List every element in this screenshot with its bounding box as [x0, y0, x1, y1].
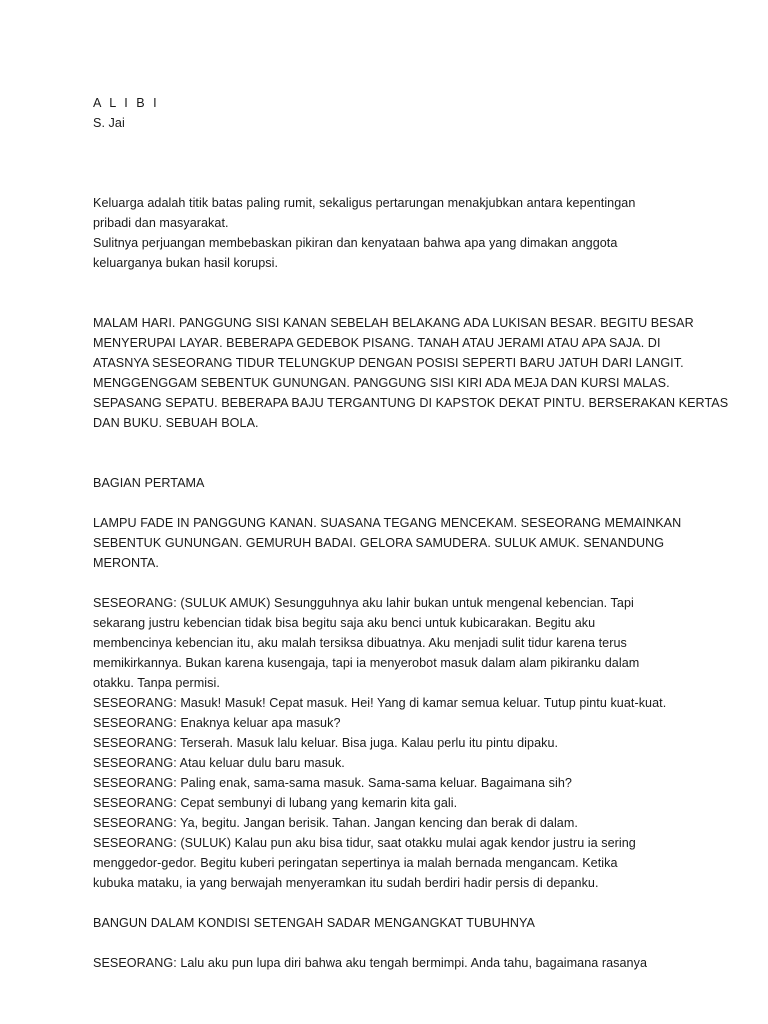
document-author: S. Jai: [93, 116, 125, 130]
dialogue-line: SESEORANG: Masuk! Masuk! Cepat masuk. Hei! Yang di kamar semua keluar. Tutup pintu kuat-kuat.: [93, 696, 667, 710]
dialogue-line: otakku. Tanpa permisi.: [93, 676, 220, 690]
stage-direction-line: MERONTA.: [93, 556, 159, 570]
intro-paragraph: [93, 193, 683, 273]
dialogue-line: membencinya kebencian itu, aku malah tersiksa dibuatnya. Aku menjadi sulit tidur karena terus: [93, 636, 627, 650]
dialogue-line: kubuka mataku, ia yang berwajah menyeramkan itu sudah berdiri hadir persis di depanku.: [93, 876, 599, 890]
dialogue-line: memikirkannya. Bukan karena kusengaja, tapi ia menyerobot masuk dalam alam pikiranku dalam: [93, 656, 640, 670]
dialogue-line: SESEORANG: (SULUK AMUK) Sesungguhnya aku lahir bukan untuk mengenal kebencian. Tapi: [93, 596, 634, 610]
dialogue-line: SESEORANG: Ya, begitu. Jangan berisik. Tahan. Jangan kencing dan berak di dalam.: [93, 816, 578, 830]
dialogue-line: SESEORANG: Terserah. Masuk lalu keluar. Bisa juga. Kalau perlu itu pintu dipaku.: [93, 736, 559, 750]
intro-line: Keluarga adalah titik batas paling rumit, sekaligus pertarungan menakjubkan antara kepentingan: [93, 196, 636, 210]
stage-direction-line: BANGUN DALAM KONDISI SETENGAH SADAR MENGANGKAT TUBUHNYA: [93, 916, 535, 930]
setting-line: DAN BUKU. SEBUAH BOLA.: [93, 416, 259, 430]
dialogue-block: [93, 593, 683, 893]
dialogue-line: SESEORANG: (SULUK) Kalau pun aku bisa tidur, saat otakku mulai agak kendor justru ia sering: [93, 836, 636, 850]
setting-line: SEPASANG SEPATU. BEBERAPA BAJU TERGANTUNG DI KAPSTOK DEKAT PINTU. BERSERAKAN KERTAS: [93, 396, 729, 410]
dialogue-line: SESEORANG: Atau keluar dulu baru masuk.: [93, 756, 345, 770]
intro-line: Sulitnya perjuangan membebaskan pikiran dan kenyataan bahwa apa yang dimakan anggota: [93, 236, 618, 250]
document-body: [93, 93, 729, 973]
dialogue-line: SESEORANG: Lalu aku pun lupa diri bahwa aku tengah bermimpi. Anda tahu, bagaimana rasanya: [93, 956, 648, 970]
dialogue-line: SESEORANG: Paling enak, sama-sama masuk. Sama-sama keluar. Bagaimana sih?: [93, 776, 572, 790]
intro-line: pribadi dan masyarakat.: [93, 216, 229, 230]
setting-line: MENYERUPAI LAYAR. BEBERAPA GEDEBOK PISANG. TANAH ATAU JERAMI ATAU APA SAJA. DI: [93, 336, 661, 350]
dialogue-line: sekarang justru kebencian tidak bisa begitu saja aku benci untuk kubicarakan. Begitu aku: [93, 616, 596, 630]
stage-direction: [93, 513, 683, 573]
stage-direction-line: LAMPU FADE IN PANGGUNG KANAN. SUASANA TEGANG MENCEKAM. SESEORANG MEMAINKAN: [93, 516, 682, 530]
dialogue-line: menggedor-gedor. Begitu kuberi peringatan sepertinya ia malah bernada mengancam. Ketika: [93, 856, 618, 870]
section-heading: BAGIAN PERTAMA: [93, 476, 205, 490]
stage-direction-line: SEBENTUK GUNUNGAN. GEMURUH BADAI. GELORA SAMUDERA. SULUK AMUK. SENANDUNG: [93, 536, 665, 550]
setting-line: MENGGENGGAM SEBENTUK GUNUNGAN. PANGGUNG SISI KIRI ADA MEJA DAN KURSI MALAS.: [93, 376, 670, 390]
dialogue-line: SESEORANG: Enaknya keluar apa masuk?: [93, 716, 341, 730]
document-title: A L I B I: [93, 96, 160, 110]
setting-paragraph: [93, 313, 729, 433]
setting-line: ATASNYA SESEORANG TIDUR TELUNGKUP DENGAN POSISI SEPERTI BARU JATUH DARI LANGIT.: [93, 356, 684, 370]
dialogue-line: SESEORANG: Cepat sembunyi di lubang yang kemarin kita gali.: [93, 796, 458, 810]
setting-line: MALAM HARI. PANGGUNG SISI KANAN SEBELAH BELAKANG ADA LUKISAN BESAR. BEGITU BESAR: [93, 316, 694, 330]
intro-line: keluarganya bukan hasil korupsi.: [93, 256, 279, 270]
